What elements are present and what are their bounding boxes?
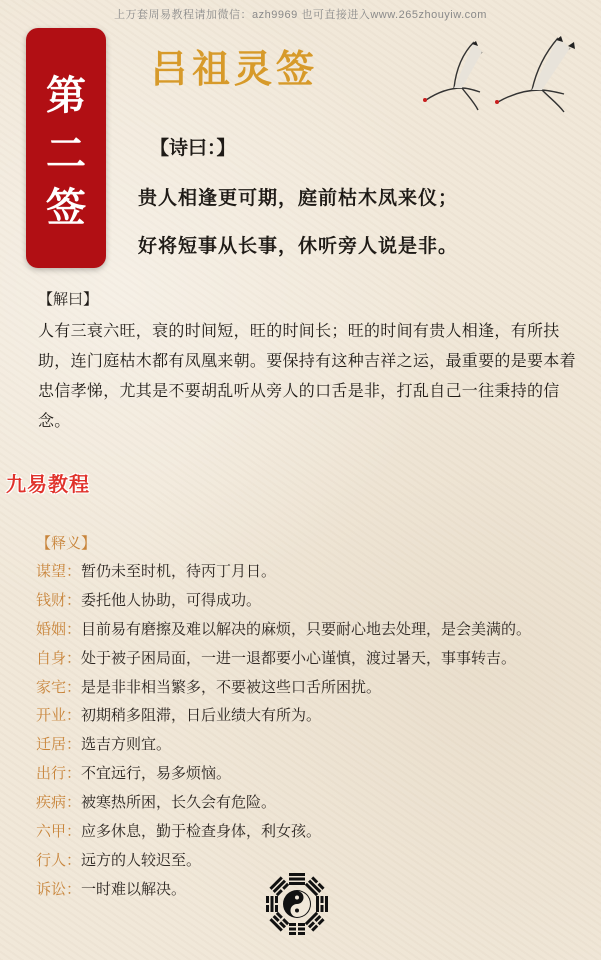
item-key: 谋望 [36, 563, 67, 580]
poem-line-2: 好将短事从长事，休听旁人说是非。 [138, 235, 459, 257]
item-value: 一时难以解决。 [81, 880, 187, 898]
page-title: 吕祖灵签 [150, 46, 319, 91]
item-value: 远方的人较迟至。 [81, 851, 202, 869]
item-key: 家宅 [36, 678, 67, 696]
list-item: 迁居：选吉方则宜。 [36, 736, 172, 754]
item-key: 自身 [36, 649, 67, 667]
top-watermark: 上万套周易教程请加微信：azh9969 也可直接进入www.265zhouyiw.com [114, 9, 487, 21]
list-item: 出行：不宜远行，易多烦恼。 [36, 765, 232, 783]
badge-char-2: 二 [46, 130, 86, 177]
list-item: 自身：处于被子困局面，一进一退都要小心谨慎，渡过暑天，事事转吉。 [36, 649, 517, 667]
badge-char-3: 签 [46, 184, 86, 231]
item-key: 诉讼 [36, 880, 67, 898]
lot-number-badge [26, 28, 106, 268]
item-key: 出行 [36, 765, 67, 783]
item-value: 应多休息，勤于检查身体，利女孩。 [81, 823, 322, 841]
list-item: 婚姻：目前易有磨擦及难以解决的麻烦，只要耐心地去处理，是会美满的。 [36, 620, 532, 638]
explanation-label: 【解曰】 [38, 290, 99, 308]
list-item: 行人：远方的人较迟至。 [36, 851, 202, 869]
item-value: 处于被子困局面，一进一退都要小心谨慎，渡过暑天，事事转吉。 [81, 649, 517, 667]
item-value: 委托他人协助，可得成功。 [81, 591, 262, 609]
item-value: 暂仍未至时机，待丙丁月日。 [81, 563, 277, 580]
interpretation-label: 【释义】 [36, 535, 97, 552]
item-key: 婚姻 [36, 620, 67, 638]
item-key: 钱财 [36, 591, 67, 609]
list-item: 诉讼：一时难以解决。 [36, 880, 187, 898]
list-item: 家宅：是是非非相当繁多，不要被这些口舌所困扰。 [36, 678, 382, 696]
explanation-text: 人有三衰六旺，衰的时间短，旺的时间长；旺的时间有贵人相逢，有所扶助，连门庭枯木都有凤凰来朝。要保持有这种吉祥之运，最重要的是要本着忠信孝悌，尤其是不要胡乱听从旁人的口舌是非，打乱自己一往秉持的信念。 [38, 321, 576, 430]
item-key: 六甲 [36, 823, 67, 841]
item-value: 被寒热所困，长久会有危险。 [81, 794, 277, 812]
item-key: 开业 [36, 707, 67, 725]
brand-label: 九易教程 [6, 474, 90, 496]
list-item: 钱财：委托他人协助，可得成功。 [36, 591, 262, 609]
list-item: 开业：初期稍多阻滞，日后业绩大有所为。 [36, 707, 322, 725]
interpretation-list [36, 558, 591, 905]
item-key: 行人 [36, 851, 67, 869]
poem-label: 【诗曰：】 [150, 137, 236, 159]
item-key: 疾病 [36, 794, 67, 812]
poem-line-1: 贵人相逢更可期，庭前枯木凤来仪； [138, 187, 459, 209]
bagua-yinyang-icon [265, 872, 329, 936]
item-key: 迁居 [36, 736, 67, 754]
list-item: 六甲：应多休息，勤于检查身体，利女孩。 [36, 823, 322, 841]
flying-cranes-icon [418, 30, 588, 115]
item-value: 不宜远行，易多烦恼。 [81, 765, 232, 783]
item-value: 初期稍多阻滞，日后业绩大有所为。 [81, 707, 322, 725]
list-item: 疾病：被寒热所困，长久会有危险。 [36, 794, 277, 812]
item-value: 是是非非相当繁多，不要被这些口舌所困扰。 [81, 678, 382, 696]
item-value: 选吉方则宜。 [81, 736, 172, 754]
badge-char-1: 第 [46, 72, 86, 119]
list-item: 谋望：暂仍未至时机，待丙丁月日。 [36, 563, 277, 580]
item-value: 目前易有磨擦及难以解决的麻烦，只要耐心地去处理，是会美满的。 [81, 620, 532, 638]
